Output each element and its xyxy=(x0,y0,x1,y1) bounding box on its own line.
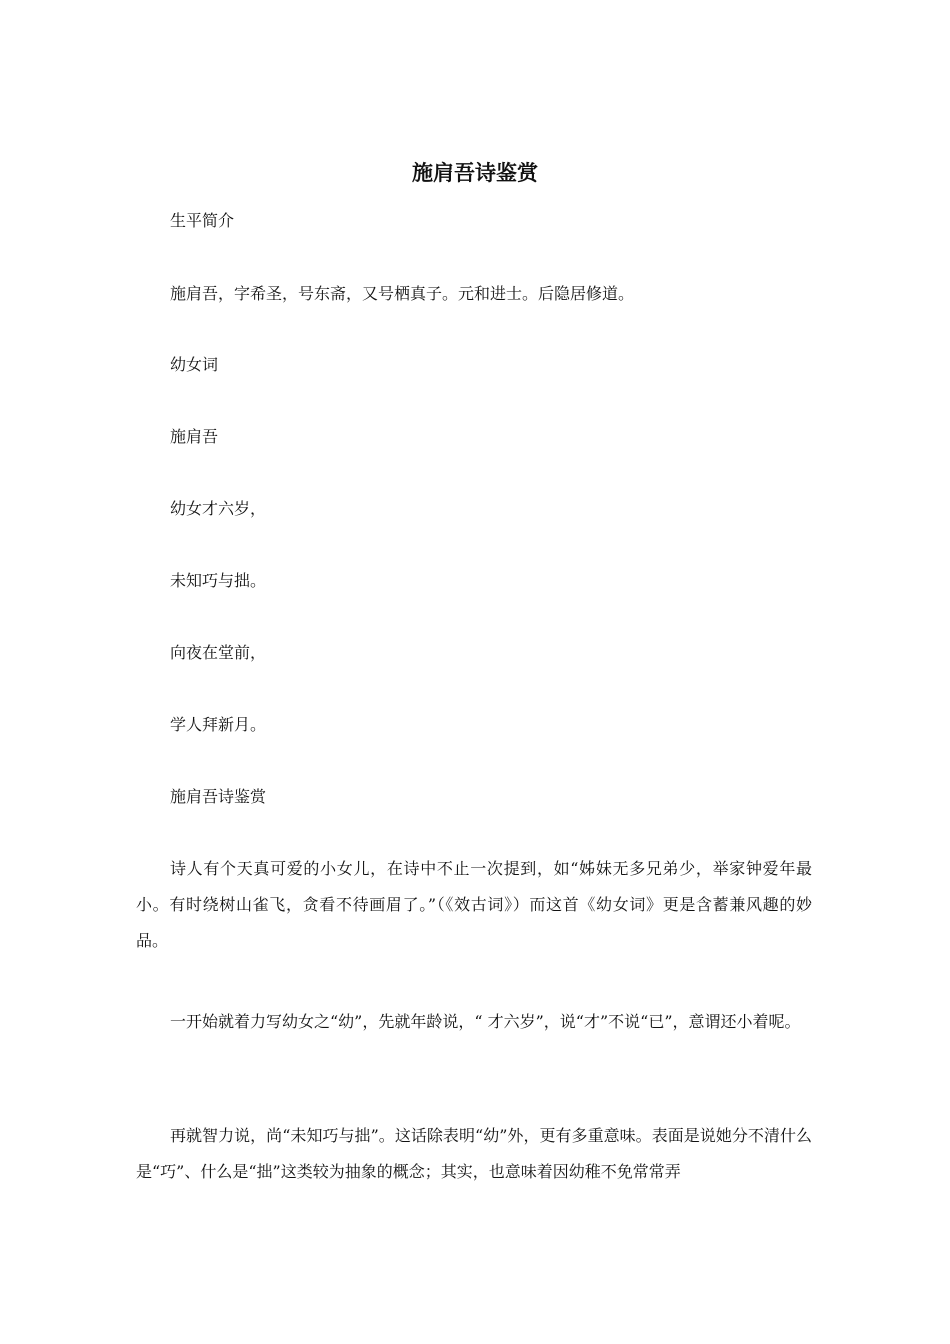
paragraph-poem-line-2: 未知巧与拙。 xyxy=(170,571,267,590)
paragraph-poem-title: 幼女词 xyxy=(170,355,219,374)
paragraph-appreciation-heading: 施肩吾诗鉴赏 xyxy=(170,787,267,806)
paragraph-poem-line-4: 学人拜新月。 xyxy=(170,715,267,734)
page-title: 施肩吾诗鉴赏 xyxy=(412,160,538,185)
paragraph-poem-line-3: 向夜在堂前， xyxy=(170,643,267,662)
paragraph-section-heading: 生平简介 xyxy=(170,211,235,230)
paragraph-poem-author: 施肩吾 xyxy=(170,427,219,446)
paragraph-body-1: 诗人有个天真可爱的小女儿，在诗中不止一次提到，如“姊妹无多兄弟少，举家钟爱年最小。有时绕树山雀飞，贪看不待画眉了。”（《效古词》）而这首《幼女词》更是含蓄兼风趣的妙品。 xyxy=(136,859,812,950)
paragraph-poem-line-1: 幼女才六岁， xyxy=(170,499,267,518)
paragraph-bio: 施肩吾，字希圣，号东斋，又号栖真子。元和进士。后隐居修道。 xyxy=(170,284,635,303)
paragraph-body-2: 一开始就着力写幼女之“幼”，先就年龄说，“ 才六岁”，说“才”不说“已”，意谓还小着呢。 xyxy=(170,1012,801,1031)
paragraph-body-3: 再就智力说，尚“未知巧与拙”。这话除表明“幼”外，更有多重意味。表面是说她分不清什么是“巧”、什么是“拙”这类较为抽象的概念；其实，也意味着因幼稚不免常常弄 xyxy=(136,1126,812,1181)
